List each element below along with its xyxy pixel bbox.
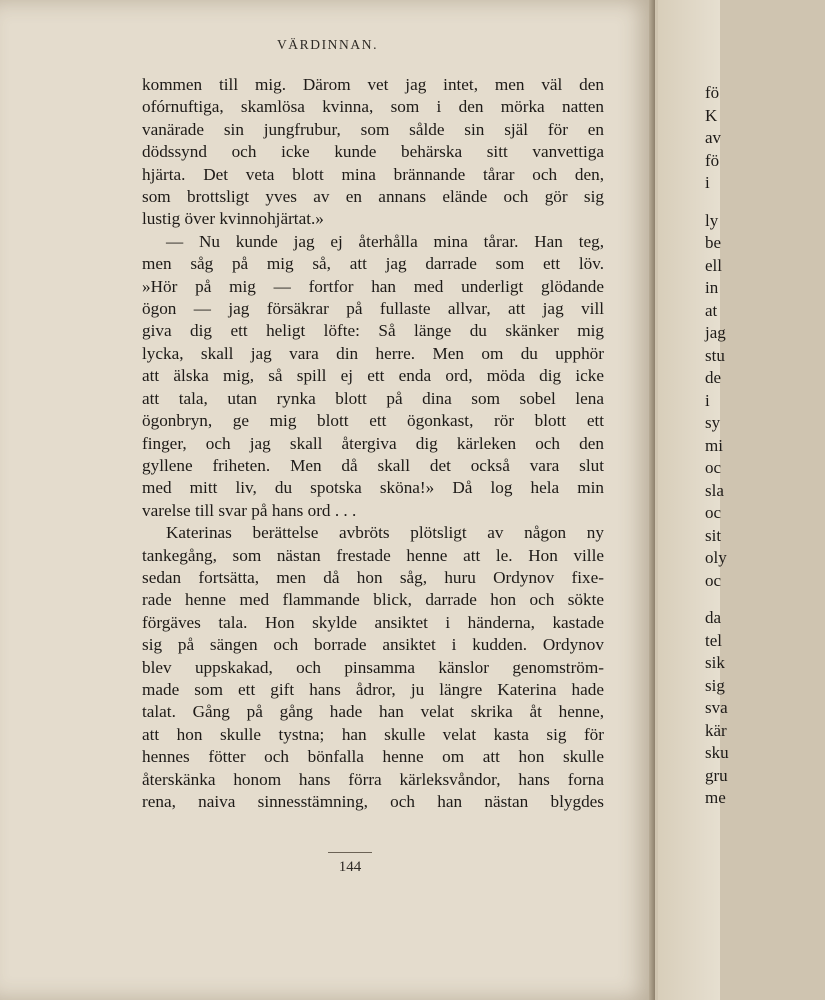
facing-line: kär <box>705 720 727 740</box>
text-line: att tala, utan rynka blott på dina som sobel lena <box>142 388 604 408</box>
text-line: att älska mig, så spill ej ett enda ord, möda dig icke <box>142 366 604 386</box>
text-line: giva dig ett heligt löfte: Så länge du skänker mig <box>142 321 604 341</box>
text-line: dödssynd och icke kunde behärska sitt vanvettiga <box>142 142 604 162</box>
text-line: blev uppskakad, och pinsamma känslor genomström- <box>142 657 604 677</box>
text-line: gyllene friheten. Men då skall det också vara slut <box>142 455 604 475</box>
book-gutter <box>649 0 655 1000</box>
facing-line: i <box>705 390 710 410</box>
text-line: med mitt liv, du spotska sköna!» Då log hela min <box>142 478 604 498</box>
text-line: — Nu kunde jag ej återhålla mina tårar. Han teg, <box>166 231 604 251</box>
facing-line: ly <box>705 210 719 230</box>
text-line: hjärta. Det veta blott mina brännande tårar och den, <box>142 164 604 184</box>
page-number-rule <box>328 852 372 853</box>
facing-line: oc <box>705 458 722 477</box>
facing-line: sig <box>705 675 725 695</box>
text-line: tankegång, som nästan frestade henne att le. Hon ville <box>142 545 604 565</box>
facing-line: at <box>705 300 718 320</box>
text-line: varelse till svar på hans ord . . . <box>142 500 357 520</box>
text-line: lycka, skall jag vara din herre. Men om du upphör <box>142 343 604 363</box>
facing-line: da <box>705 608 722 627</box>
facing-line: me <box>705 788 726 807</box>
facing-line: K <box>705 105 718 125</box>
body-text <box>142 74 604 813</box>
facing-line: sit <box>705 525 722 545</box>
facing-line: fö <box>705 83 720 102</box>
facing-line: sku <box>705 743 729 762</box>
text-line: som brottsligt yves av en annans elände och gör sig <box>142 187 604 207</box>
text-line: vanärade sin jungfrubur, som sålde sin själ för en <box>142 119 604 139</box>
facing-line: sva <box>705 698 728 717</box>
page-number-text: 144 <box>338 859 362 875</box>
facing-line: sla <box>705 480 724 500</box>
text-line: återskänka honom hans förra kärleksvåndor, hans forna <box>142 769 604 789</box>
facing-page-text <box>705 82 825 810</box>
facing-line: ell <box>705 255 722 275</box>
facing-line: fö <box>705 150 720 170</box>
text-line: sedan fortsätta, men då hon såg, huru Ordynov fixe- <box>142 567 604 587</box>
facing-line: mi <box>705 435 723 455</box>
facing-line: in <box>705 278 719 297</box>
text-line: hennes fötter och bönfalla henne om att hon skulle <box>142 747 604 767</box>
facing-line: jag <box>705 323 726 342</box>
text-line: ofórnuftiga, skamlösa kvinna, som i den mörka natten <box>142 97 604 117</box>
text-line: kommen till mig. Därom vet jag intet, men väl den <box>142 75 604 94</box>
text-line: »Hör på mig — fortfor han med underligt glödande <box>142 276 604 296</box>
text-line: Katerinas berättelse avbröts plötsligt av någon ny <box>166 523 604 543</box>
running-head: VÄRDINNAN. <box>276 37 379 52</box>
facing-line: de <box>705 368 722 387</box>
facing-line: sy <box>705 413 721 432</box>
text-line: men såg på mig så, att jag darrade som ett löv. <box>142 254 604 274</box>
text-line: sig på sängen och borrade ansiktet i kudden. Ordynov <box>142 635 604 655</box>
text-line: made som ett gift hans ådror, ju längre Katerina hade <box>142 679 604 699</box>
facing-line: stu <box>705 345 725 365</box>
text-line: rena, naiva sinnesstämning, och han nästan blygdes <box>142 792 604 811</box>
page-number <box>0 852 700 876</box>
facing-line: av <box>705 128 722 147</box>
facing-line: be <box>705 233 722 252</box>
text-line: finger, och jag skall återgiva dig kärleken och den <box>142 433 604 453</box>
text-line: rade henne med flammande blick, darrade hon och sökte <box>142 590 604 610</box>
facing-line: gru <box>705 765 728 785</box>
facing-line: sik <box>705 653 725 672</box>
facing-page <box>658 0 729 1000</box>
text-line: talat. Gång på gång hade han velat skrika åt henne, <box>142 702 604 722</box>
text-line: lustig över kvinnohjärtat.» <box>142 209 324 229</box>
text-line: ögonbryn, ge mig blott ett ögonkast, rör blott ett <box>142 411 604 431</box>
facing-line: i <box>705 173 710 192</box>
facing-line: oly <box>705 548 727 567</box>
text-line: förgäves tala. Hon skylde ansiktet i händerna, kastade <box>142 612 604 632</box>
facing-line: oc <box>705 503 722 522</box>
facing-line: tel <box>705 630 722 650</box>
facing-line: oc <box>705 570 722 590</box>
text-line: att hon skulle tystna; han skulle velat kasta sig för <box>142 724 604 744</box>
text-line: ögon — jag försäkrar på fullaste allvar, att jag vill <box>142 299 604 319</box>
